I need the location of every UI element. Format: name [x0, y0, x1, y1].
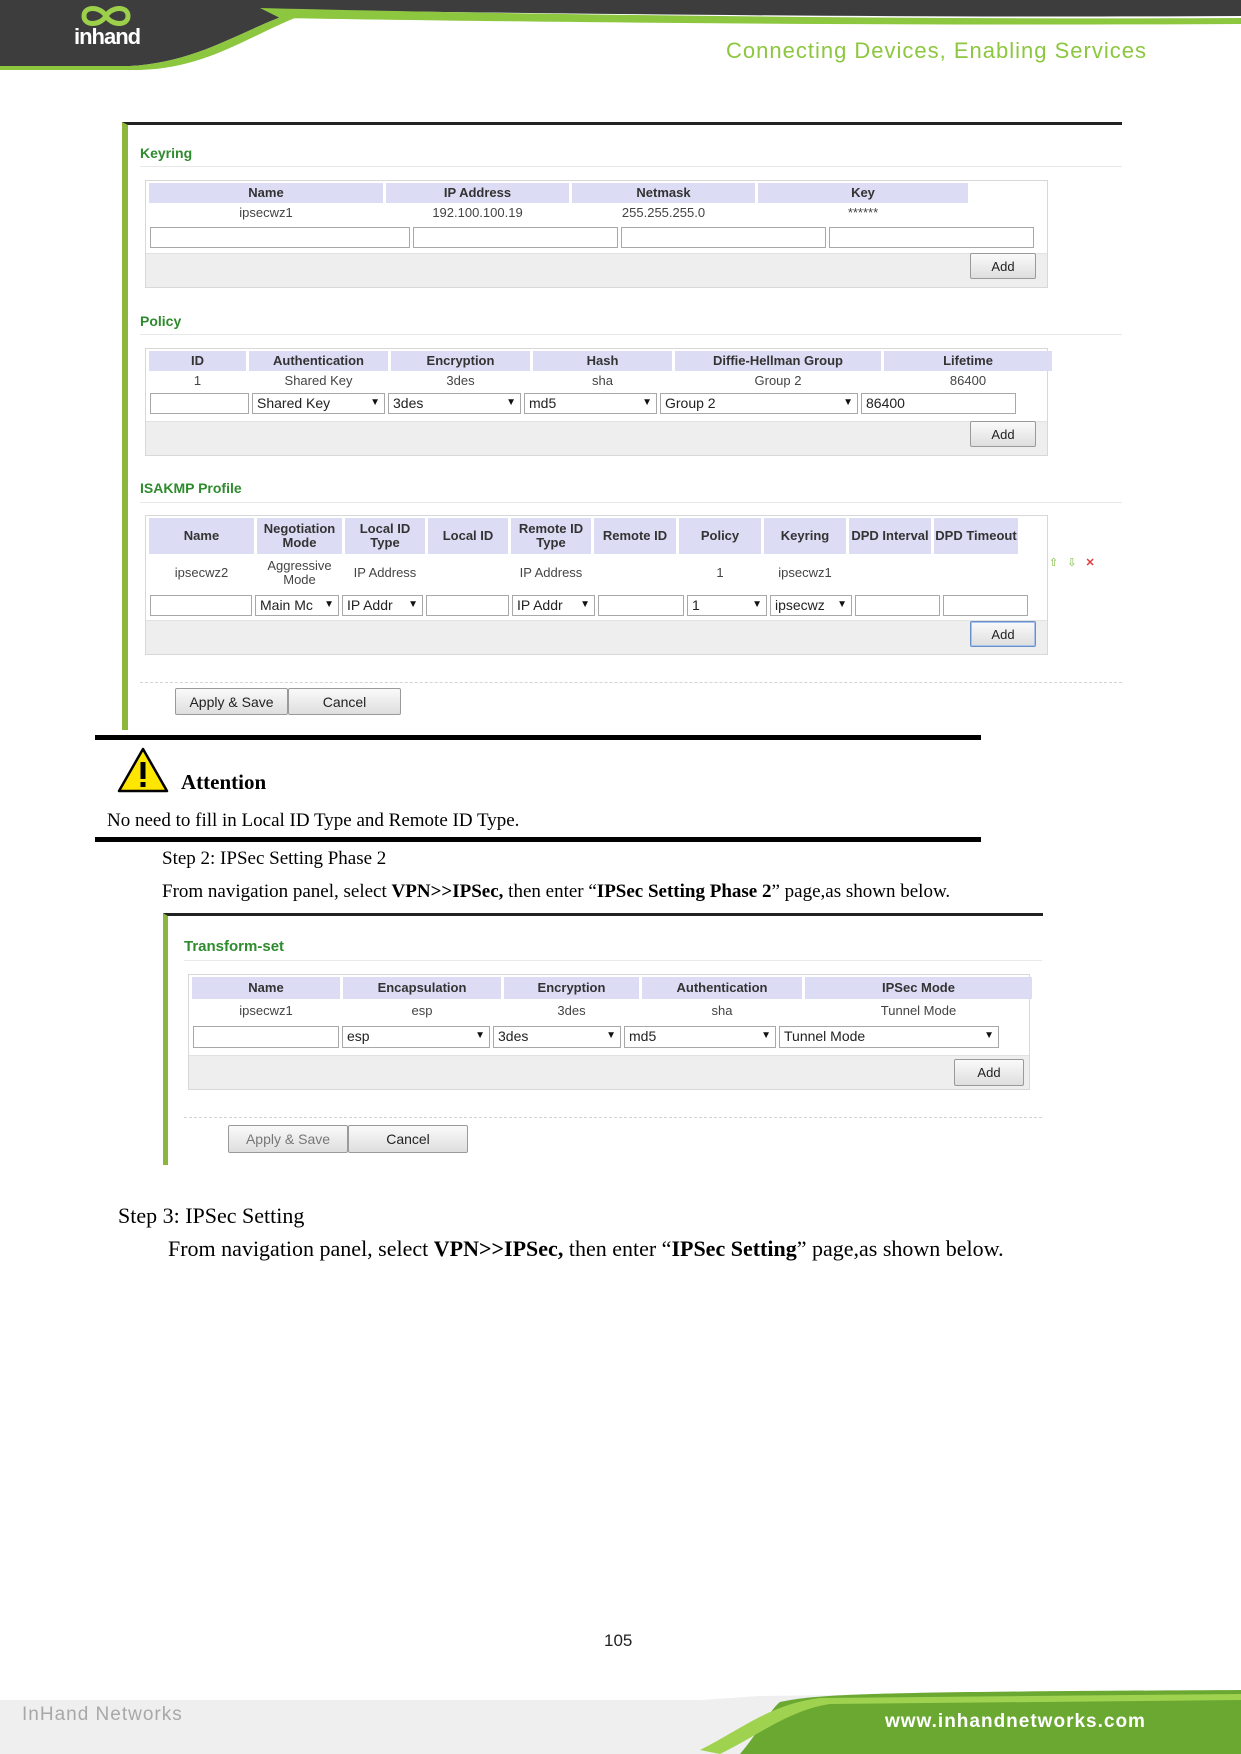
attention-top-rule [95, 735, 981, 740]
selected-value: Shared Key [257, 395, 331, 411]
dropdown-arrow-icon: ▼ [984, 1030, 994, 1041]
page-name: IPSec Setting Phase 2 [596, 881, 772, 902]
policy-add-button[interactable]: Add [970, 421, 1036, 447]
instruction-mid: then enter “ [563, 1236, 672, 1261]
transform-set-input-row [193, 1026, 999, 1048]
isakmp-remote-id-type-select[interactable] [512, 595, 595, 616]
dropdown-arrow-icon: ▼ [324, 599, 334, 610]
table-cell [594, 556, 676, 590]
attention-title: Attention [181, 770, 267, 794]
move-down-icon[interactable]: ⇩ [1067, 557, 1077, 569]
dropdown-arrow-icon: ▼ [606, 1030, 616, 1041]
dropdown-arrow-icon: ▼ [475, 1030, 485, 1041]
keyring-add-button[interactable]: Add [970, 253, 1036, 279]
isakmp-add-button[interactable]: Add [970, 621, 1036, 647]
row-action-icons [1049, 556, 1095, 569]
selected-value: md5 [529, 395, 557, 411]
isakmp-input-row [150, 595, 1028, 616]
column-header: Diffie-Hellman Group [675, 351, 881, 371]
table-row [192, 1001, 1032, 1021]
policy-input-row [150, 393, 1016, 414]
table-cell: 1 [716, 565, 724, 580]
keyring-name-input[interactable] [150, 227, 410, 248]
dropdown-arrow-icon: ▼ [752, 599, 762, 610]
isakmp-keyring-select[interactable] [770, 595, 852, 616]
column-header: Negotiation Mode [257, 518, 342, 554]
table-header-row [149, 351, 1052, 371]
transform-add-button[interactable]: Add [954, 1059, 1024, 1086]
selected-value: 1 [692, 597, 700, 613]
nav-path: VPN>>IPSec, [433, 1236, 564, 1261]
ipsec-phase1-screenshot [122, 122, 1122, 730]
encapsulation-select[interactable] [342, 1026, 490, 1048]
column-header: IP Address [386, 183, 569, 203]
step2-instruction [162, 881, 950, 903]
transform-set-title: Transform-set [184, 938, 285, 955]
table-cell: sha [592, 373, 613, 388]
selected-value: Tunnel Mode [784, 1028, 866, 1044]
selected-value: 3des [498, 1028, 529, 1044]
selected-value: Main Mc [260, 597, 313, 613]
footer-company: InHand Networks [22, 1704, 183, 1725]
warning-icon [117, 746, 169, 794]
policy-hash-select[interactable] [524, 393, 657, 414]
policy-dh-group-select[interactable] [660, 393, 858, 414]
instruction-mid: then enter “ [503, 881, 597, 902]
column-header: Hash [533, 351, 672, 371]
table-cell: ipsecwz1 [239, 1003, 293, 1018]
form-divider [184, 1117, 1042, 1118]
table-header-row [192, 977, 1032, 999]
instruction-suffix: ” page,as shown below. [796, 1236, 1004, 1261]
column-header: DPD Interval [849, 518, 931, 554]
authentication-select[interactable] [624, 1026, 776, 1048]
keyring-title: Keyring [140, 145, 193, 161]
attention-text: No need to fill in Local ID Type and Remote ID Type. [107, 810, 520, 831]
policy-authentication-select[interactable] [252, 393, 385, 414]
table-cell: Shared Key [284, 373, 353, 388]
isakmp-remote-id-input[interactable] [598, 595, 684, 616]
table-cell: 3des [446, 373, 475, 388]
table-cell: 1 [193, 373, 202, 388]
column-header: IPSec Mode [805, 977, 1032, 999]
table-cell [849, 556, 931, 590]
column-header: Name [192, 977, 340, 999]
table-cell: Aggressive Mode [267, 558, 332, 587]
isakmp-local-id-type-select[interactable] [342, 595, 423, 616]
policy-table [145, 348, 1048, 456]
column-header: ID [149, 351, 246, 371]
keyring-input-row [150, 227, 1034, 248]
transform-name-input[interactable] [193, 1026, 339, 1048]
dropdown-arrow-icon: ▼ [580, 599, 590, 610]
table-cell: Group 2 [754, 373, 802, 388]
footer-website: www.inhandnetworks.com [885, 1711, 1146, 1732]
table-header-row [149, 518, 1018, 554]
dropdown-arrow-icon: ▼ [408, 599, 418, 610]
table-cell: ipsecwz2 [174, 565, 229, 580]
selected-value: esp [347, 1028, 370, 1044]
column-header: Encapsulation [343, 977, 501, 999]
table-footer [146, 421, 1047, 455]
table-cell: esp [411, 1003, 433, 1018]
column-header: Encryption [504, 977, 639, 999]
policy-lifetime-input[interactable]: 86400 [861, 393, 1016, 414]
logo-text: inhand [74, 24, 141, 49]
table-cell: ipsecwz1 [239, 205, 293, 220]
instruction-prefix: From navigation panel, select [162, 881, 392, 902]
column-header: Name [149, 518, 254, 554]
column-header: DPD Timeout [934, 518, 1018, 554]
table-cell: ****** [847, 205, 879, 220]
keyring-key-input[interactable] [829, 227, 1034, 248]
header-slogan: Connecting Devices, Enabling Services [726, 38, 1147, 63]
transform-set-table [188, 974, 1030, 1090]
page-number: 105 [604, 1631, 633, 1650]
table-cell: IP Address [519, 565, 583, 580]
isakmp-table [145, 515, 1048, 655]
column-header: Netmask [572, 183, 755, 203]
dropdown-arrow-icon: ▼ [370, 397, 380, 408]
apply-save-button[interactable]: Apply & Save [228, 1125, 348, 1153]
selected-value: IP Addr [517, 597, 563, 613]
dropdown-arrow-icon: ▼ [843, 397, 853, 408]
table-header-row [149, 183, 968, 203]
table-footer [146, 620, 1047, 654]
selected-value: IP Addr [347, 597, 393, 613]
column-header: Name [149, 183, 383, 203]
move-up-icon[interactable]: ⇧ [1049, 557, 1059, 569]
dropdown-arrow-icon: ▼ [642, 397, 652, 408]
column-header: Policy [679, 518, 761, 554]
table-cell [428, 556, 508, 590]
instruction-prefix: From navigation panel, select [168, 1236, 434, 1261]
isakmp-dpd-interval-input[interactable] [855, 595, 940, 616]
section-divider [184, 960, 1042, 961]
section-divider [140, 502, 1122, 503]
table-row [149, 556, 1018, 590]
table-footer [146, 253, 1047, 287]
form-divider [140, 682, 1122, 683]
policy-title: Policy [140, 313, 182, 329]
isakmp-mode-select[interactable] [255, 595, 339, 616]
dropdown-arrow-icon: ▼ [837, 599, 847, 610]
attention-bottom-rule [95, 837, 981, 842]
policy-id-input[interactable] [150, 393, 249, 414]
dropdown-arrow-icon: ▼ [506, 397, 516, 408]
step3-heading: Step 3: IPSec Setting [118, 1203, 305, 1228]
selected-value: 3des [393, 395, 424, 411]
table-cell: 255.255.255.0 [621, 205, 706, 220]
keyring-ip-input[interactable] [413, 227, 618, 248]
section-divider [140, 334, 1122, 335]
step2-heading: Step 2: IPSec Setting Phase 2 [162, 848, 387, 869]
selected-value: md5 [629, 1028, 657, 1044]
table-cell: Tunnel Mode [880, 1003, 957, 1018]
isakmp-dpd-timeout-input[interactable] [943, 595, 1028, 616]
table-row [149, 204, 968, 222]
table-cell [934, 556, 1018, 590]
column-header: Key [758, 183, 968, 203]
table-row [149, 372, 1052, 390]
table-cell: 192.100.100.19 [432, 205, 523, 220]
table-cell: 3des [557, 1003, 586, 1018]
table-cell: ipsecwz1 [778, 565, 832, 580]
keyring-netmask-input[interactable] [621, 227, 826, 248]
table-footer [189, 1055, 1029, 1089]
column-header: Remote ID Type [511, 518, 591, 554]
selected-value: Group 2 [665, 395, 716, 411]
column-header: Authentication [642, 977, 802, 999]
section-divider [140, 166, 1122, 167]
column-header: Local ID Type [345, 518, 425, 554]
isakmp-title: ISAKMP Profile [140, 480, 242, 496]
isakmp-name-input[interactable] [150, 595, 252, 616]
ipsec-phase2-screenshot [163, 913, 1043, 1165]
keyring-table [145, 180, 1048, 288]
column-header: Encryption [391, 351, 530, 371]
table-cell: IP Address [353, 565, 417, 580]
column-header: Keyring [764, 518, 846, 554]
column-header: Authentication [249, 351, 388, 371]
dropdown-arrow-icon: ▼ [761, 1030, 771, 1041]
ipsec-mode-select[interactable] [779, 1026, 999, 1048]
table-cell: 86400 [949, 373, 987, 388]
selected-value: ipsecwz [775, 597, 825, 613]
isakmp-policy-select[interactable] [687, 595, 767, 616]
column-header: Local ID [428, 518, 508, 554]
instruction-suffix: ” page,as shown below. [771, 881, 951, 902]
cancel-button[interactable]: Cancel [288, 688, 401, 715]
policy-encryption-select[interactable] [388, 393, 521, 414]
column-header: Lifetime [884, 351, 1052, 371]
page-header [0, 0, 1241, 70]
cancel-button[interactable]: Cancel [348, 1125, 468, 1153]
column-header: Remote ID [594, 518, 676, 554]
delete-icon[interactable]: ✕ [1085, 557, 1095, 569]
apply-save-button[interactable]: Apply & Save [175, 688, 288, 715]
nav-path: VPN>>IPSec, [391, 881, 504, 902]
isakmp-local-id-input[interactable] [426, 595, 509, 616]
encryption-select[interactable] [493, 1026, 621, 1048]
step3-instruction [168, 1236, 1004, 1262]
table-cell: sha [711, 1003, 733, 1018]
page-name: IPSec Setting [671, 1236, 797, 1261]
